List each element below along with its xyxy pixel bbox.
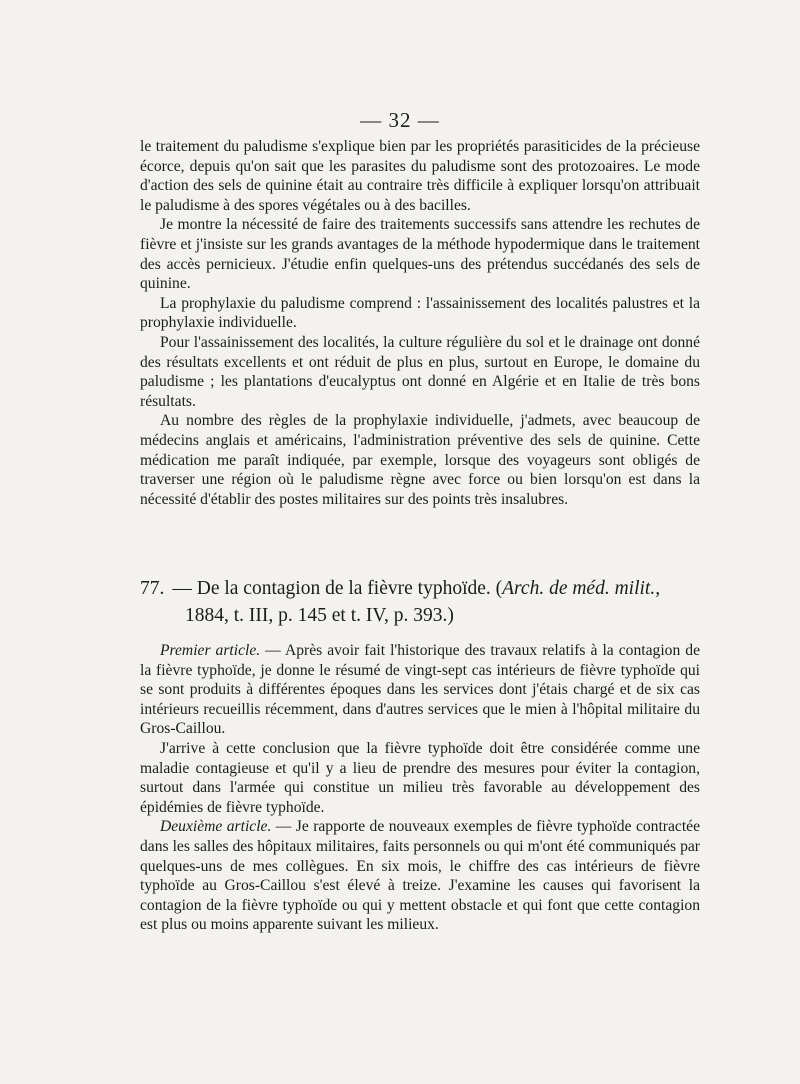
citation-open: ( — [495, 578, 503, 599]
section-title: — De la contagion de la fièvre typhoïde. — [172, 578, 491, 599]
citation-reference: 1884, t. III, p. 145 et t. IV, p. 393.) — [185, 605, 454, 626]
second-article-label: Deuxième article. — [160, 818, 272, 836]
paragraph-conclusion: J'arrive à cette conclusion que la fièvre typhoïde doit être considérée comme une maladie contagieuse et qu'il y a lieu de prendre des mesures pour éviter la contagion, surtout dans l'armée qui constitue un milieu très favorable au développement des épidémies de fièvre typhoïde. — [140, 739, 700, 816]
page-number: — 32 — — [360, 108, 440, 132]
paragraph-prophylaxis: La prophylaxie du paludisme comprend : l'assainissement des localités palustres et la prophylaxie individuelle. — [140, 294, 700, 332]
citation-journal: Arch. de méd. milit., — [502, 578, 661, 599]
paragraph-second-article — [140, 817, 700, 935]
paragraph-treatment: Je montre la nécessité de faire des traitements successifs sans attendre les rechutes de fièvre et j'insiste sur les grands avantages de la méthode hypodermique dans le traitement des accès pernicieux. J'étudie enfin quelques-uns des prétendus succédanés des sels de quinine. — [140, 216, 700, 293]
section-number: 77. — [140, 578, 165, 599]
intro-text-block — [140, 137, 700, 509]
first-article-text: — Après avoir fait l'historique des travaux relatifs à la contagion de la fièvre typhoïde, je donne le résumé de vingt-sept cas intérieurs de fièvre typhoïde qui se sont produits à différentes époques dans les services dont j'étais chargé et de six cas intérieurs recueillis récemment, dans d'autres services que le mien à l'hôpital militaire du Gros-Caillou. — [140, 642, 700, 738]
paragraph-continuation: le traitement du paludisme s'explique bien par les propriétés parasiticides de la précieuse écorce, depuis qu'on sait que les parasites du paludisme sont des protozoaires. Le mode d'action des sels de quinine était au contraire très difficile à expliquer lorsqu'on attribuait le paludisme à des spores végétales ou à des bacilles. — [140, 138, 700, 214]
paragraph-first-article — [140, 641, 700, 739]
paragraph-sanitation: Pour l'assainissement des localités, la culture régulière du sol et le drainage ont donné des résultats excellents et ont réduit de plus en plus, surtout en Europe, le domaine du paludisme ; les plantations d'eucalyptus ont donné en Algérie et en Italie de très bons résultats. — [140, 333, 700, 410]
second-article-text: — Je rapporte de nouveaux exemples de fièvre typhoïde contractée dans les salles des hôpitaux militaires, faits personnels ou qui m'ont été communiqués par quelques-uns de mes collègues. En six mois, le chiffre des cas intérieurs de fièvre typhoïde au Gros-Caillou s'est élevé à treize. J'examine les causes qui favorisent la contagion de la fièvre typhoïde ou qui y mettent obstacle et qui font que cette contagion est plus ou moins apparente suivant les milieux. — [140, 818, 700, 934]
section-heading — [140, 575, 710, 629]
paragraph-individual-prophylaxis: Au nombre des règles de la prophylaxie individuelle, j'admets, avec beaucoup de médecins anglais et américains, l'administration préventive des sels de quinine. Cette médication me paraît indiquée, par exemple, lorsque des voyageurs sont obligés de traverser une région où le paludisme règne avec force ou bien lorsqu'on est dans la nécessité d'établir des postes militaires sur des points très insalubres. — [140, 412, 700, 508]
articles-text-block — [140, 641, 700, 935]
first-article-label: Premier article. — [160, 642, 261, 659]
